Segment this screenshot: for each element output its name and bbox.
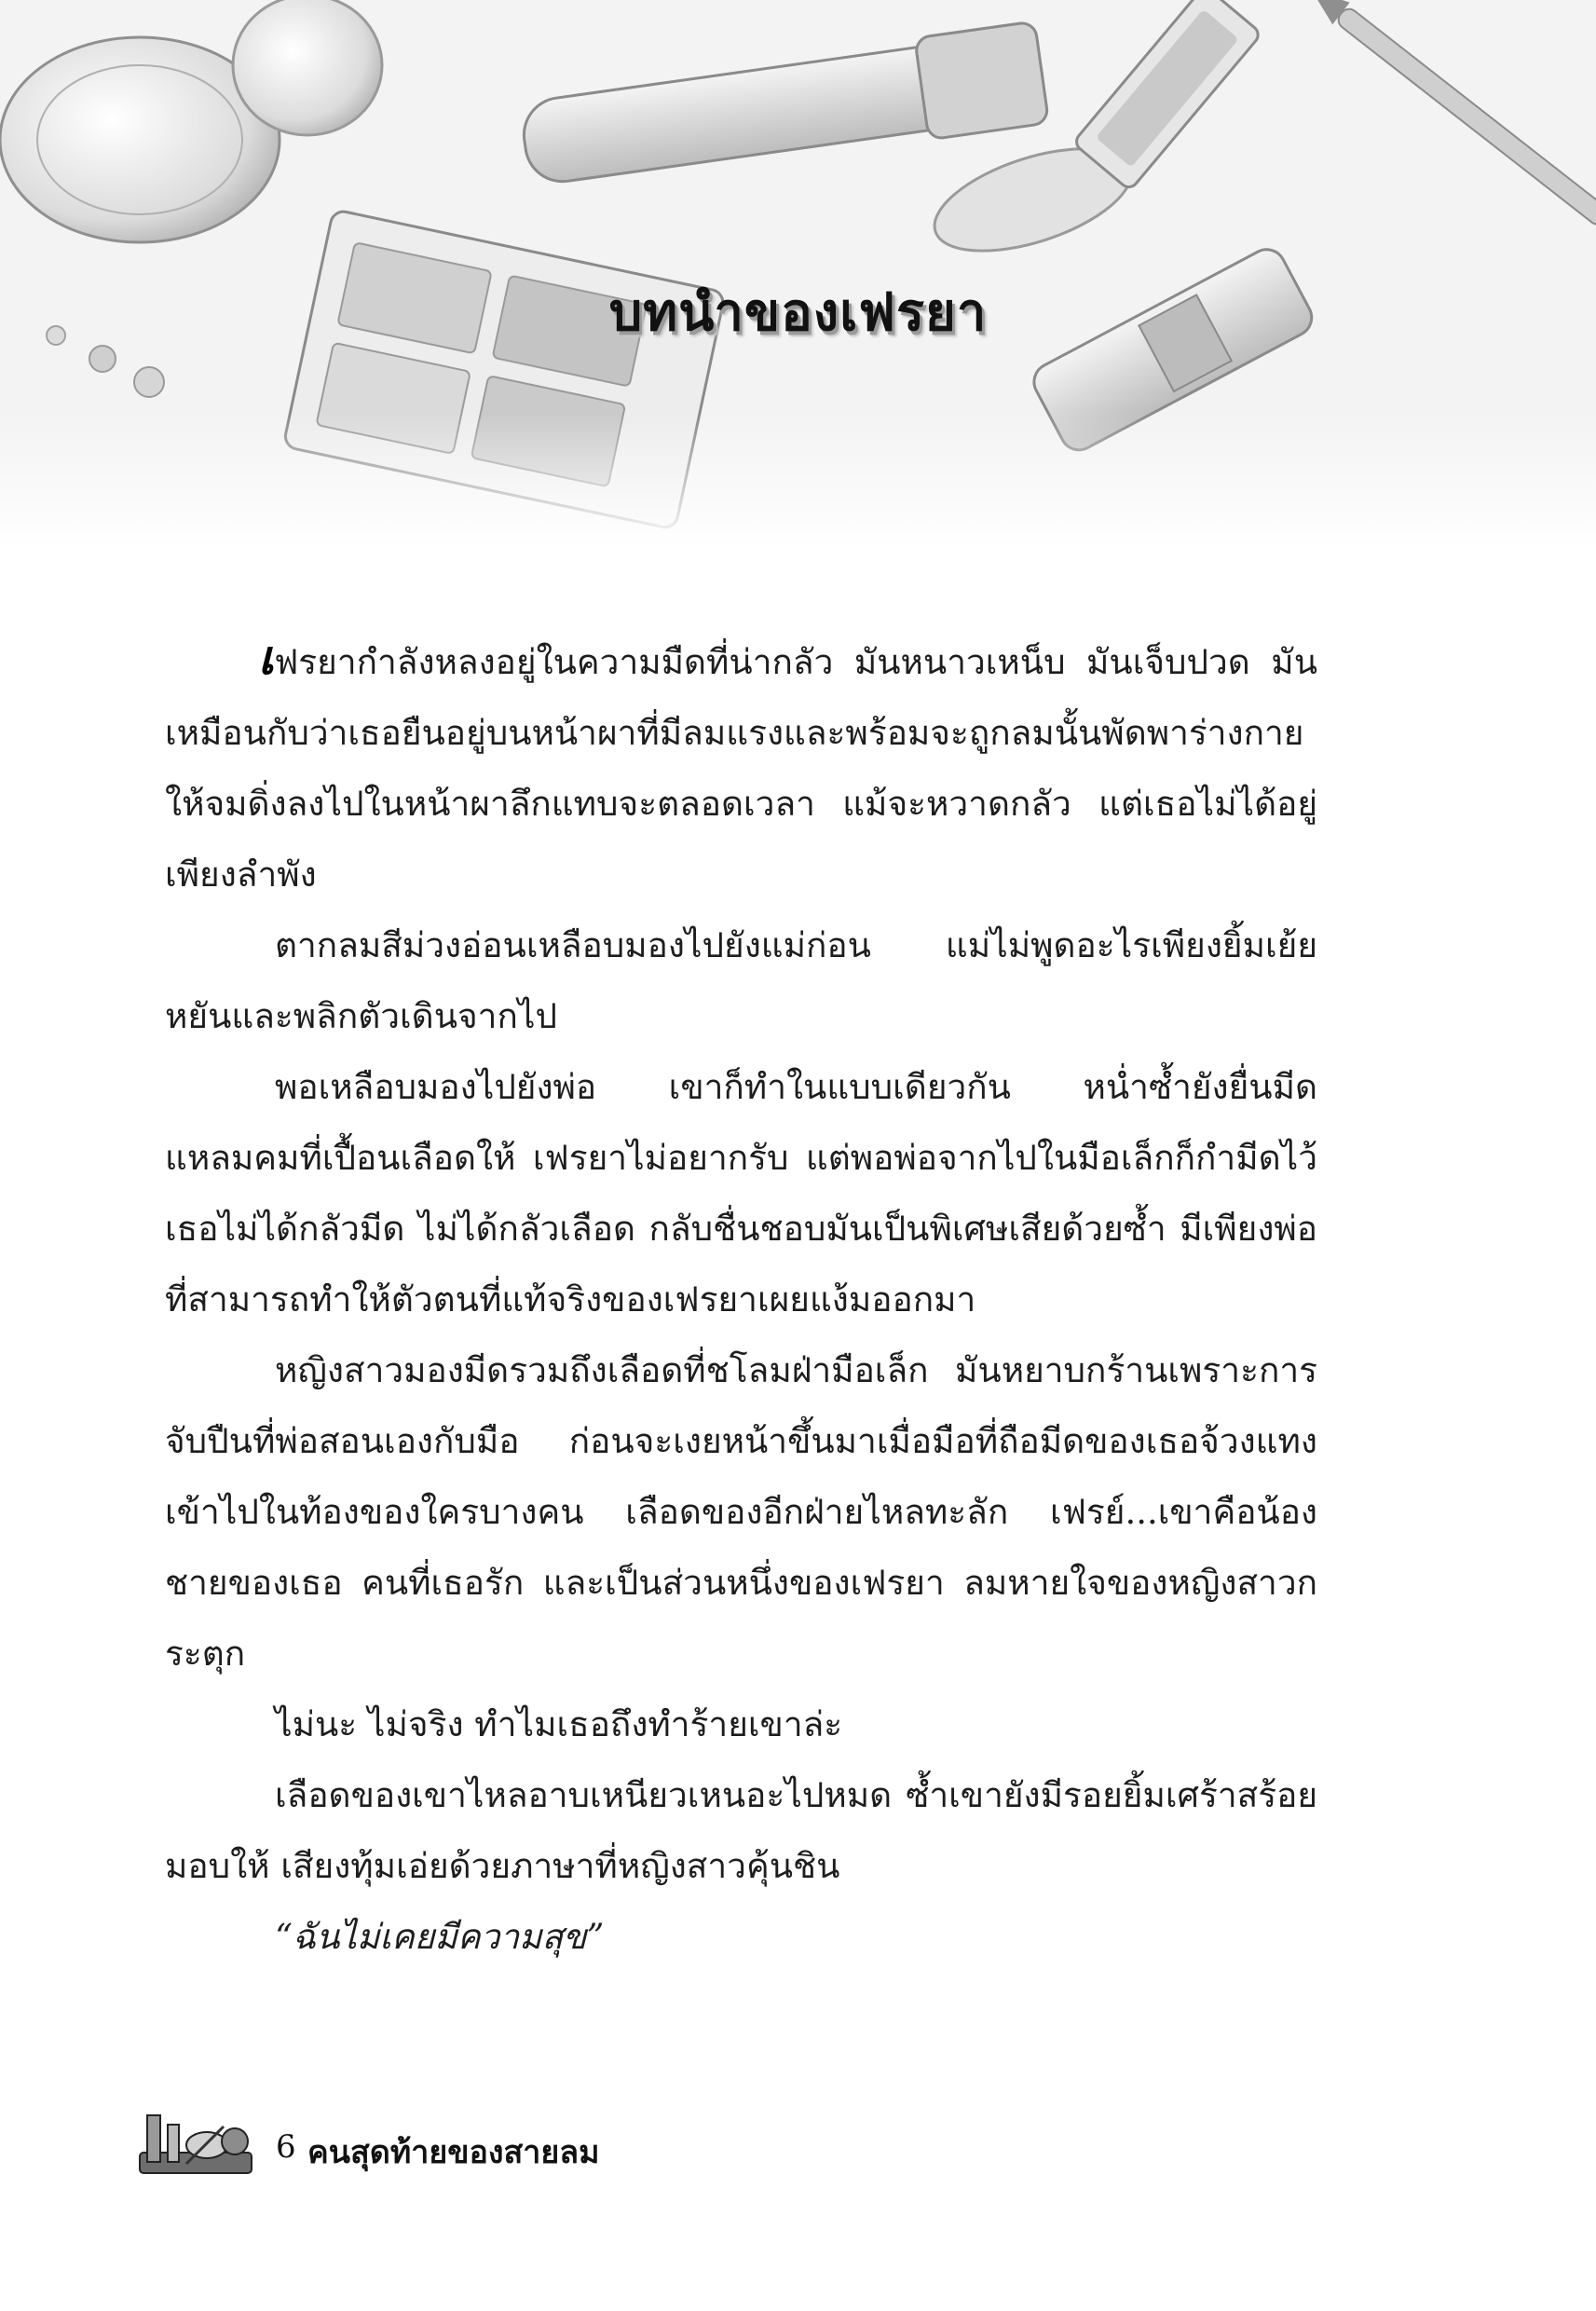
book-title: คนสุดท้ายของสายลม — [307, 2134, 600, 2171]
paragraph: เลือดของเขาไหลอาบเหนียวเหนอะไปหมด ซ้ำเขายังมีรอยยิ้มเศร้าสร้อยมอบให้ เสียงทุ้มเอ่ยด้วยภาษาที่หญิงสาวคุ้นชิน — [165, 1775, 1317, 1886]
cosmetics-icon — [130, 2108, 261, 2182]
paragraph: ตากลมสีม่วงอ่อนเหลือบมองไปยังแม่ก่อน แม่ไม่พูดอะไรเพียงยิ้มเย้ยหยันและพลิกตัวเดินจากไป — [165, 925, 1317, 1036]
chapter-title: บทนำของเฟรยา — [608, 282, 988, 343]
chapter-body — [165, 622, 1317, 1973]
page-number: 6 — [276, 2128, 296, 2166]
paragraph-dialogue: “ฉันไม่เคยมีความสุข” — [275, 1917, 605, 1957]
paragraph — [165, 622, 1317, 910]
header-illustration — [0, 0, 1596, 550]
page-footer — [130, 2108, 783, 2182]
paragraph: ไม่นะ ไม่จริง ทำไมเธอถึงทำร้ายเขาล่ะ — [275, 1704, 843, 1744]
drop-cap: เ — [258, 631, 275, 685]
paragraph: พอเหลือบมองไปยังพ่อ เขาก็ทำในแบบเดียวกัน หน่ำซ้ำยังยื่นมีดแหลมคมที่เปื้อนเลือดให้ เฟรยาไม่อยากรับ แต่พอพ่อจากไปในมือเล็กก็กำมีดไว้ เธอไม่ได้กลัวมีด ไม่ได้กลัวเลือด กลับชื่นชอบมันเป็นพิเศษเสียด้วยซ้ำ มีเพียงพ่อที่สามารถทำให้ตัวตนที่แท้จริงของเฟรยาเผยแง้มออกมา — [165, 1067, 1317, 1320]
paragraph: หญิงสาวมองมีดรวมถึงเลือดที่ชโลมฝ่ามือเล็ก มันหยาบกร้านเพราะการจับปืนที่พ่อสอนเองกับมือ ก่อนจะเงยหน้าขึ้นมาเมื่อมือที่ถือมีดของเธอจ้วงแทงเข้าไปในท้องของใครบางคน เลือดของอีกฝ่ายไหลทะลัก เฟรย์...เขาคือน้องชายของเธอ คนที่เธอรัก และเป็นส่วนหนึ่งของเฟรยา ลมหายใจของหญิงสาวกระตุก — [165, 1350, 1317, 1674]
paragraph-text: ฟรยากำลังหลงอยู่ในความมืดที่น่ากลัว มันหนาวเหน็บ มันเจ็บปวด มันเหมือนกับว่าเธอยืนอยู่บนหน้าผาที่มีลมแรงและพร้อมจะถูกลมนั้นพัดพาร่างกายให้จมดิ่งลงไปในหน้าผาลึกแทบจะตลอดเวลา แม้จะหวาดกลัว แต่เธอไม่ได้อยู่เพียงลำพัง — [165, 642, 1317, 895]
